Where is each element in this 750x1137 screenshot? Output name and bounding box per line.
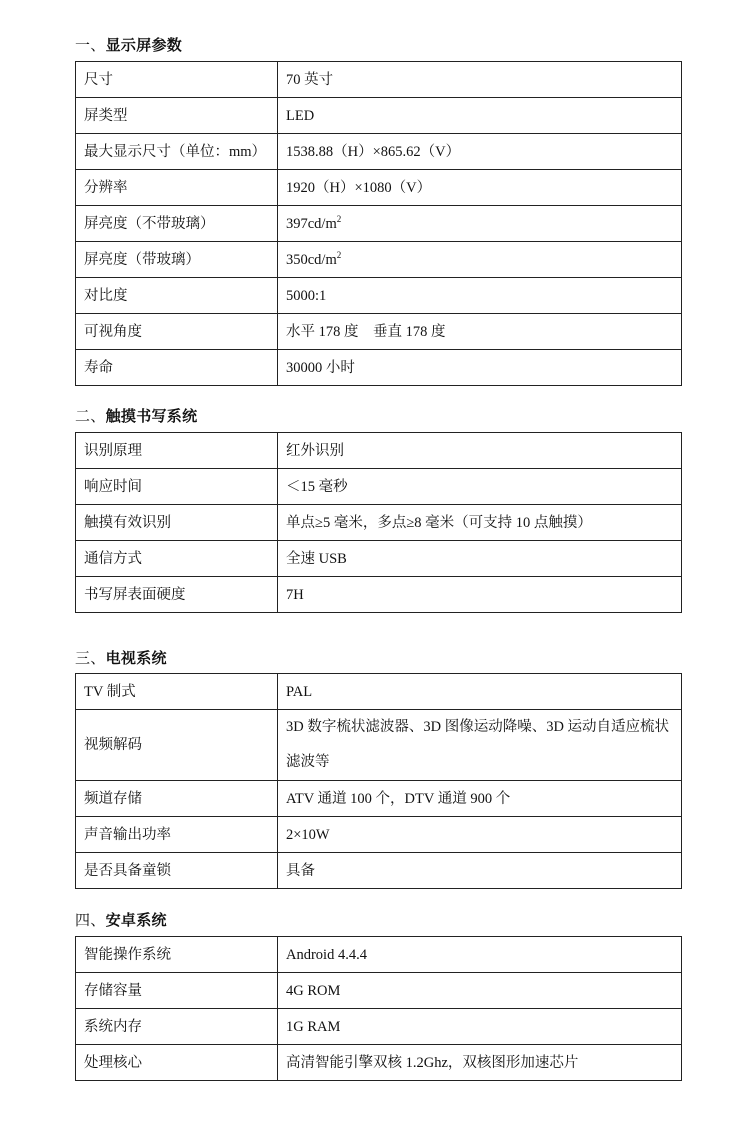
android-spec-table [75,936,682,1081]
table-row [76,505,682,541]
spec-value: ＜15 毫秒 [278,469,682,505]
spec-label: 智能操作系统 [76,937,278,973]
table-row [76,278,682,314]
spec-value: 1920（H）×1080（V） [278,170,682,206]
spec-label: 频道存储 [76,781,278,817]
spec-value: 全速 USB [278,541,682,577]
spec-label: 可视角度 [76,314,278,350]
spec-value: 4G ROM [278,973,682,1009]
section-number: 四、 [75,913,106,929]
table-row [76,433,682,469]
table-row [76,1045,682,1081]
section-title: 电视系统 [105,651,167,667]
table-row [76,314,682,350]
spec-value: 红外识别 [278,433,682,469]
table-row [76,134,682,170]
section-title: 安卓系统 [105,913,167,929]
spec-label: 系统内存 [76,1009,278,1045]
spec-label: 是否具备童锁 [76,853,278,889]
section-heading-tv [75,647,167,668]
section-number: 一、 [75,38,106,54]
spec-value: Android 4.4.4 [278,937,682,973]
table-row [76,541,682,577]
spec-value: 单点≥5 毫米，多点≥8 毫米（可支持 10 点触摸） [278,505,682,541]
section-heading-android [75,909,167,930]
spec-value: 7H [278,577,682,613]
spec-value [278,206,682,242]
table-row [76,817,682,853]
table-row [76,710,682,781]
section-number: 二、 [75,409,106,425]
spec-label: 屏类型 [76,98,278,134]
table-row [76,853,682,889]
spec-label: 最大显示尺寸（单位：mm） [76,134,278,170]
spec-value: LED [278,98,682,134]
superscript: 2 [336,249,342,260]
spec-value: 1538.88（H）×865.62（V） [278,134,682,170]
spec-label: 处理核心 [76,1045,278,1081]
spec-label: 寿命 [76,350,278,386]
spec-value: 30000 小时 [278,350,682,386]
spec-value: PAL [278,674,682,710]
table-row [76,206,682,242]
value-text: 397cd/m [286,215,337,232]
section-number: 三、 [75,651,106,667]
section-title: 触摸书写系统 [105,409,198,425]
display-spec-table [75,61,682,386]
spec-label: 触摸有效识别 [76,505,278,541]
spec-value: 高清智能引擎双核 1.2Ghz，双核图形加速芯片 [278,1045,682,1081]
spec-label: 分辨率 [76,170,278,206]
spec-label: 通信方式 [76,541,278,577]
spec-label: 书写屏表面硬度 [76,577,278,613]
table-row [76,1009,682,1045]
spec-value: 5000:1 [278,278,682,314]
section-title: 显示屏参数 [105,38,183,54]
table-row [76,98,682,134]
spec-value: ATV 通道 100 个，DTV 通道 900 个 [278,781,682,817]
table-row [76,674,682,710]
table-row [76,350,682,386]
spec-label: 识别原理 [76,433,278,469]
tv-spec-table [75,673,682,889]
spec-label: 对比度 [76,278,278,314]
table-row [76,242,682,278]
table-row [76,62,682,98]
spec-value: 70 英寸 [278,62,682,98]
spec-label: 屏亮度（不带玻璃） [76,206,278,242]
spec-label: 视频解码 [76,710,278,781]
table-row [76,973,682,1009]
spec-label: 响应时间 [76,469,278,505]
spec-value: 具备 [278,853,682,889]
table-row [76,577,682,613]
table-row [76,170,682,206]
spec-value: 3D 数字梳状滤波器、3D 图像运动降噪、3D 运动自适应梳状滤波等 [278,710,682,781]
spec-label: 存储容量 [76,973,278,1009]
spec-label: 屏亮度（带玻璃） [76,242,278,278]
spec-label: 声音输出功率 [76,817,278,853]
table-row [76,781,682,817]
spec-label: TV 制式 [76,674,278,710]
value-text: 350cd/m [286,251,337,268]
superscript: 2 [336,213,342,224]
touch-spec-table [75,432,682,613]
table-row [76,937,682,973]
section-heading-touch [75,405,197,426]
spec-value [278,242,682,278]
section-heading-display [75,34,182,55]
spec-value: 水平 178 度 垂直 178 度 [278,314,682,350]
table-row [76,469,682,505]
spec-label: 尺寸 [76,62,278,98]
spec-value: 2×10W [278,817,682,853]
spec-value: 1G RAM [278,1009,682,1045]
